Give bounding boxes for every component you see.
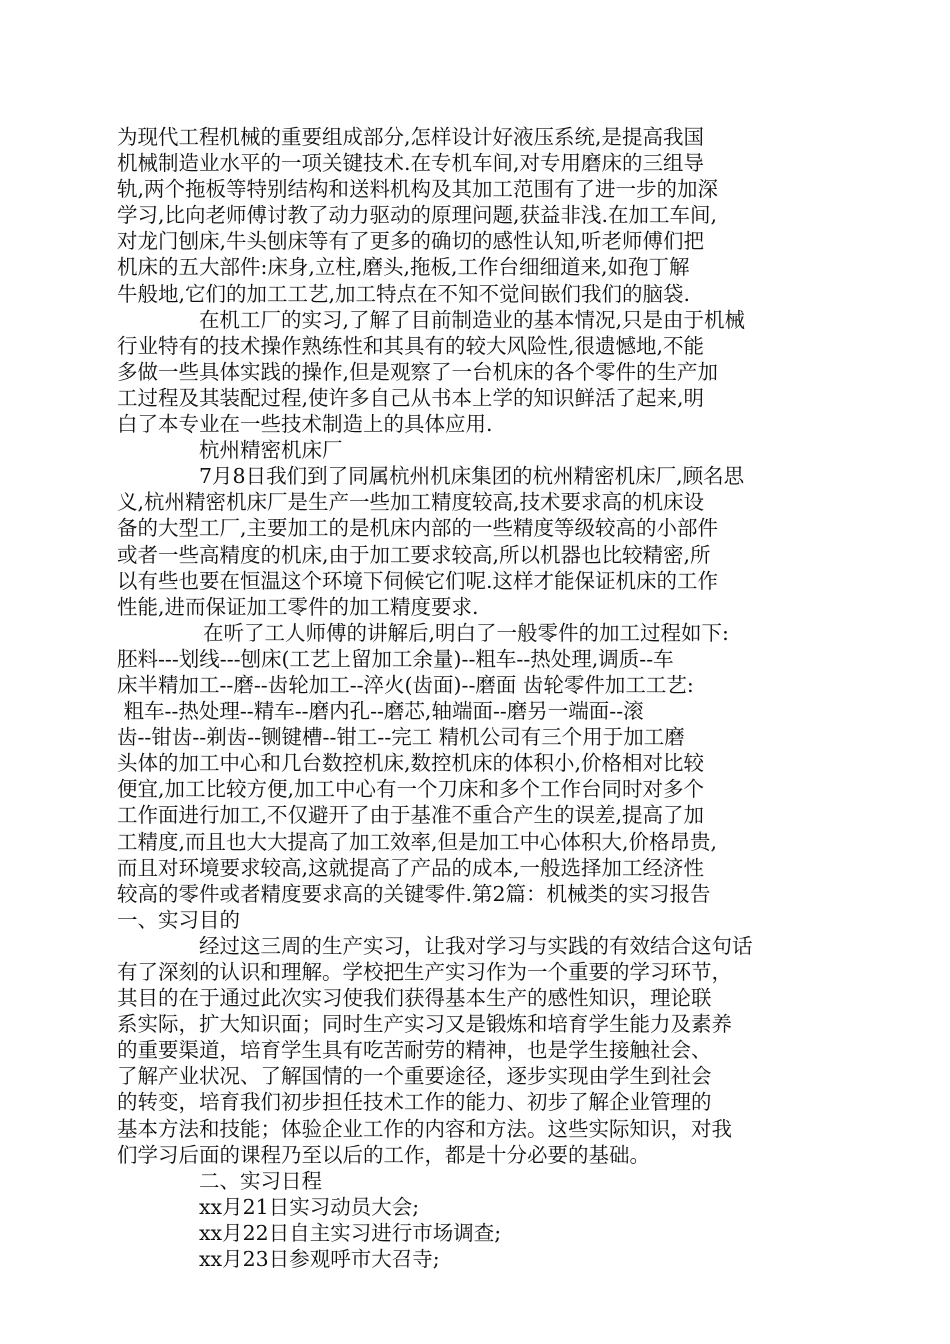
text-line: 工作面进行加工,不仅避开了由于基准不重合产生的误差,提高了加 — [117, 803, 705, 828]
text-line: 粗车--热处理--精车--磨内孔--磨芯,轴端面--磨另一端面--滚 — [117, 699, 644, 724]
text-line: 学习,比向老师傅讨教了动力驱动的原理问题,获益非浅.在加工车间, — [117, 203, 718, 228]
text-line: 轨,两个拖板等特别结构和送料机构及其加工范围有了进一步的加深 — [117, 177, 719, 202]
schedule-item: xx月21日实习动员大会; — [199, 1194, 420, 1219]
section-heading: 杭州精密机床厂 — [199, 438, 343, 463]
text-line: 行业特有的技术操作熟练性和其具有的较大风险性,很遗憾地,不能 — [117, 333, 705, 358]
text-line: 对龙门刨床,牛头刨床等有了更多的确切的感性认知,听老师傅们把 — [117, 229, 705, 254]
schedule-item: xx月22日自主实习进行市场调查; — [199, 1220, 502, 1245]
text-line: 了解产业状况、了解国情的一个重要途径，逐步实现由学生到社会 — [117, 1064, 712, 1089]
text-line: 经过这三周的生产实习，让我对学习与实践的有效结合这句话 — [199, 933, 753, 958]
document-body — [117, 124, 829, 1272]
text-line: 在机工厂的实习,了解了目前制造业的基本情况,只是由于机械 — [199, 307, 746, 332]
text-line: 头体的加工中心和几台数控机床,数控机床的体积小,价格相对比较 — [117, 751, 705, 776]
text-line: 基本方法和技能；体验企业工作的内容和方法。这些实际知识，对我 — [117, 1116, 732, 1141]
text-line: 在听了工人师傅的讲解后,明白了一般零件的加工过程如下: — [203, 620, 729, 645]
text-line: 为现代工程机械的重要组成部分,怎样设计好液压系统,是提高我国 — [117, 125, 705, 149]
text-line: 床半精加工--磨--齿轮加工--淬火(齿面)--磨面 齿轮零件加工工艺: — [117, 672, 694, 697]
text-line: 们学习后面的课程乃至以后的工作，都是十分必要的基础。 — [117, 1142, 650, 1167]
text-line: 白了本专业在一些技术制造上的具体应用. — [117, 412, 493, 437]
text-line: 7月8日我们到了同属杭州机床集团的杭州精密机床厂,顾名思 — [199, 464, 745, 489]
text-line: 的重要渠道，培育学生具有吃苦耐劳的精神，也是学生接触社会、 — [117, 1038, 712, 1063]
text-line: 备的大型工厂,主要加工的是机床内部的一些精度等级较高的小部件 — [117, 516, 719, 541]
text-line: 的转变，培育我们初步担任技术工作的能力、初步了解企业管理的 — [117, 1090, 712, 1115]
text-line: 较高的零件或者精度要求高的关键零件.第2篇：机械类的实习报告 — [117, 881, 711, 906]
text-line: 胚料---划线---刨床(工艺上留加工余量)--粗车--热处理,调质--车 — [117, 646, 674, 671]
text-line: 系实际，扩大知识面；同时生产实习又是锻炼和培育学生能力及素养 — [117, 1012, 732, 1037]
text-line: 便宜,加工比较方便,加工中心有一个刀床和多个工作台同时对多个 — [117, 777, 705, 802]
text-line: 工精度,而且也大大提高了加工效率,但是加工中心体积大,价格昂贵, — [117, 829, 718, 854]
text-line: 机床的五大部件:床身,立柱,磨头,拖板,工作台细细道来,如孢丁解 — [117, 255, 690, 280]
text-line: 以有些也要在恒温这个环境下伺候它们呢.这样才能保证机床的工作 — [117, 568, 719, 593]
text-line: 其目的在于通过此次实习使我们获得基本生产的感性知识，理论联 — [117, 986, 712, 1011]
schedule-item: xx月23日参观呼市大召寺; — [199, 1247, 440, 1272]
section-heading: 二、实习日程 — [199, 1168, 322, 1193]
text-line: 性能,进而保证加工零件的加工精度要求. — [117, 594, 479, 619]
section-heading: 一、实习目的 — [117, 907, 240, 932]
text-line: 而且对环境要求较高,这就提高了产品的成本,一般选择加工经济性 — [117, 855, 705, 880]
text-line: 齿--钳齿--剃齿--铡键槽--钳工--完工 精机公司有三个用于加工磨 — [117, 725, 685, 750]
text-line: 机械制造业水平的一项关键技术.在专机车间,对专用磨床的三组导 — [117, 151, 705, 176]
text-line: 多做一些具体实践的操作,但是观察了一台机床的各个零件的生产加 — [117, 359, 719, 384]
text-line: 工过程及其装配过程,使许多自己从书本上学的知识鲜活了起来,明 — [117, 385, 705, 410]
text-line: 义,杭州精密机床厂是生产一些加工精度较高,技术要求高的机床设 — [117, 490, 705, 515]
text-line: 或者一些高精度的机床,由于加工要求较高,所以机器也比较精密,所 — [117, 542, 711, 567]
text-line: 牛般地,它们的加工工艺,加工特点在不知不觉间嵌们我们的脑袋. — [117, 281, 691, 306]
text-line: 有了深刻的认识和理解。学校把生产实习作为一个重要的学习环节， — [117, 960, 732, 984]
